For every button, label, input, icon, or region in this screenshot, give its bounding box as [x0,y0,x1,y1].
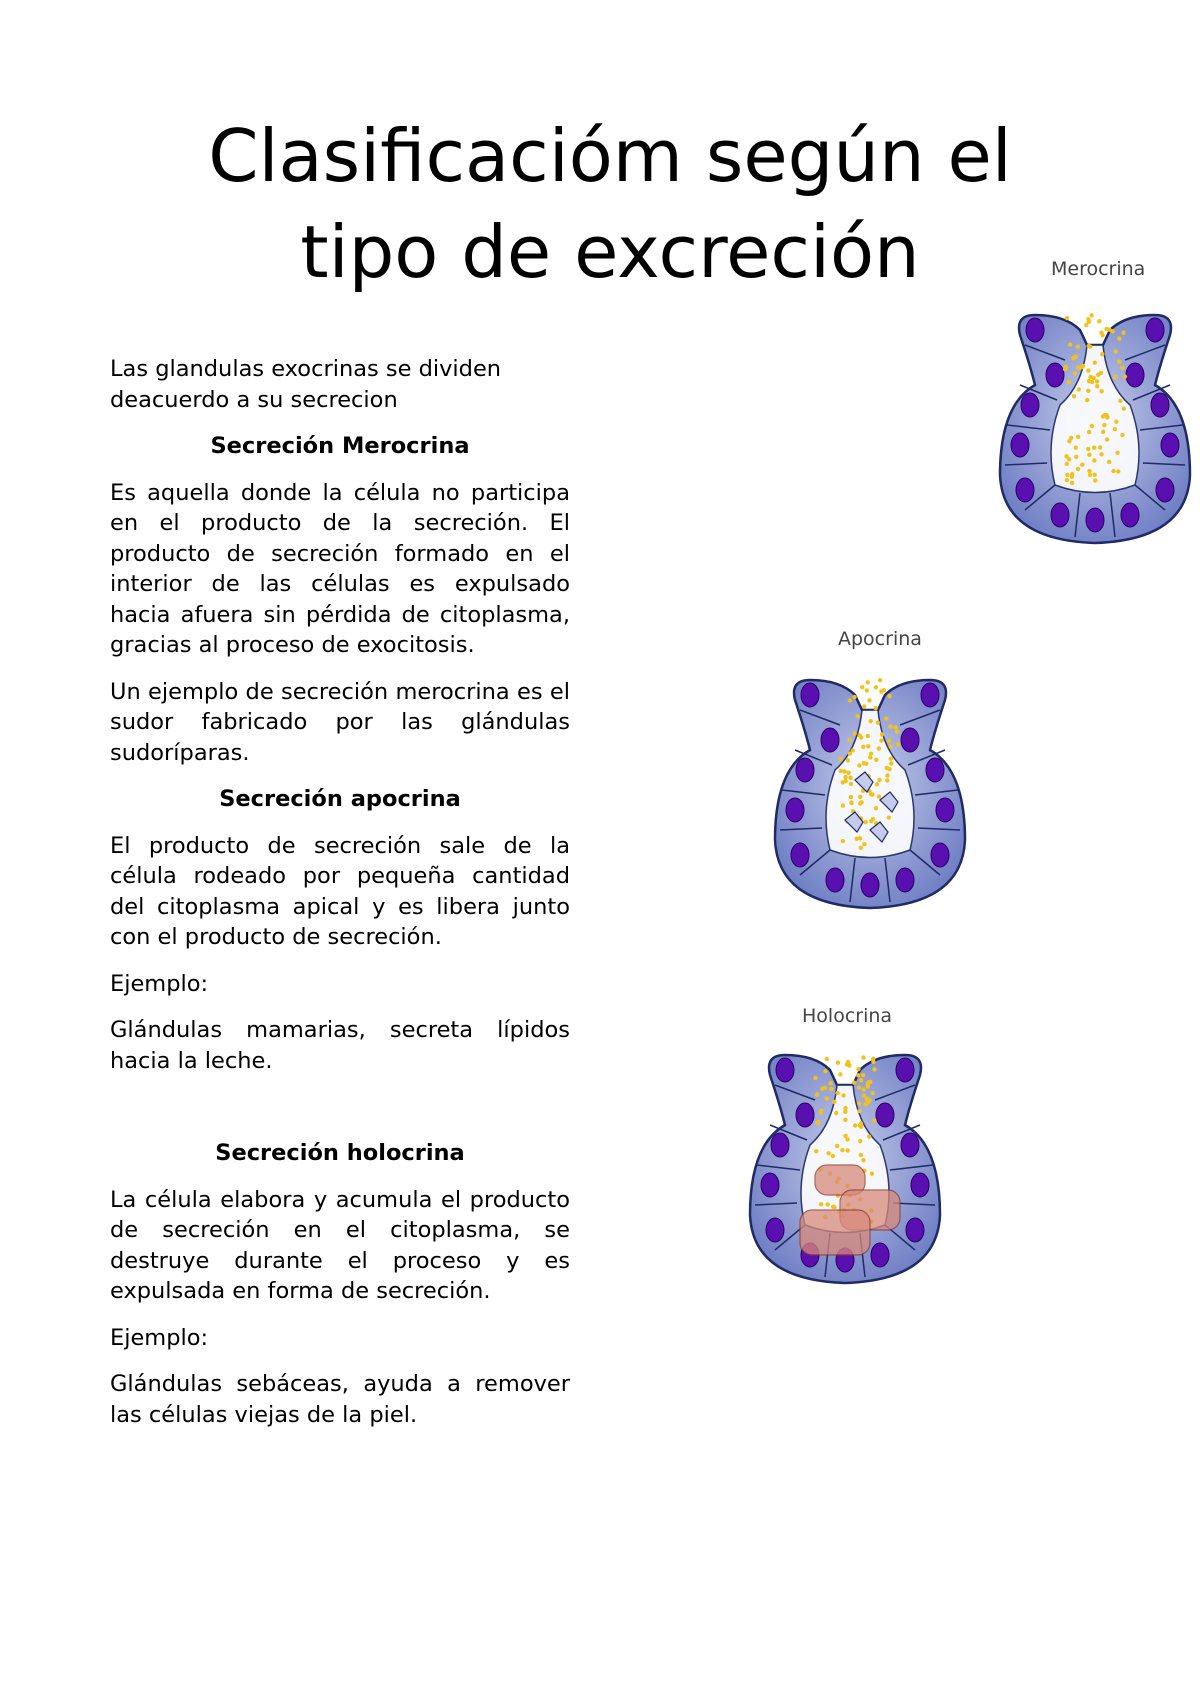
secretion-granule [857,1109,861,1113]
secretion-granule [1095,379,1099,383]
cell-nucleus [861,873,879,897]
cell-nucleus [1021,393,1039,417]
secretion-granule [856,1073,860,1077]
secretion-granule [858,1139,862,1143]
secretion-granule [1098,445,1102,449]
secretion-granule [866,1083,870,1087]
cell-nucleus [801,683,819,707]
cell-nucleus [911,1173,929,1197]
secretion-granule [1107,460,1111,464]
secretion-granule [819,1109,823,1113]
secretion-granule [1114,420,1118,424]
secretion-granule [1086,317,1090,321]
secretion-granule [840,1148,844,1152]
secretion-granule [1118,399,1122,403]
secretion-granule [1117,360,1121,364]
secretion-granule [889,757,893,761]
secretion-granule [867,1134,871,1138]
secretion-granule [857,763,861,767]
cell-nucleus [826,868,844,892]
secretion-granule [867,698,871,702]
secretion-granule [888,724,892,728]
secretion-granule [1076,345,1080,349]
secretion-granule [1076,467,1080,471]
secretion-granule [877,794,881,798]
secretion-granule [831,1154,835,1158]
cell-nucleus [1016,478,1034,502]
apocrine-gland-illustration [770,670,970,920]
cell-nucleus [901,728,919,752]
secretion-granule [842,769,846,773]
cell-nucleus [901,1133,919,1157]
secretion-granule [1111,469,1115,473]
secretion-granule [1086,447,1090,451]
secretion-granule [868,1098,872,1102]
secretion-granule [1071,356,1075,360]
secretion-granule [846,758,850,762]
secretion-granule [853,1123,857,1127]
secretion-granule [832,1100,836,1104]
holocrina-label: Holocrina [802,1005,893,1027]
secretion-granule [849,782,853,786]
secretion-granule [829,1087,833,1091]
secretion-granule [874,685,878,689]
secretion-granule [893,725,897,729]
secretion-granule [1092,458,1096,462]
cell-nucleus [761,1173,779,1197]
cell-nucleus [786,798,804,822]
secretion-granule [823,1069,827,1073]
disintegrating-cell [800,1210,870,1255]
holocrine-paragraph-1: La célula elabora y acumula el producto de secreción en el citoplasma, se destruye durante el proceso y es expulsada en forma de secreción. [110,1186,570,1304]
secretion-granule [1072,394,1076,398]
secretion-granule [1077,387,1081,391]
secretion-granule [1100,333,1104,337]
cell-nucleus [1151,393,1169,417]
apocrine-heading: Secreción apocrina [219,786,461,812]
secretion-granule [848,698,852,702]
secretion-granule [849,801,853,805]
secretion-granule [1116,469,1120,473]
secretion-granule [861,745,865,749]
secretion-granule [1073,371,1077,375]
merocrina-label: Merocrina [1051,258,1146,280]
secretion-granule [864,762,868,766]
merocrine-gland-illustration [995,305,1195,555]
apocrine-paragraph-1: El producto de secreción sale de la célula rodeado por pequeña cantidad del citoplasma apical y es libera junto con el producto de secreción. [110,832,570,950]
secretion-granule [825,1057,829,1061]
secretion-granule [863,820,867,824]
secretion-granule [1088,473,1092,477]
secretion-granule [870,1172,874,1176]
secretion-granule [874,706,878,710]
secretion-granule [1088,344,1092,348]
secretion-granule [835,1091,839,1095]
secretion-granule [859,1078,863,1082]
secretion-granule [859,846,863,850]
cell-nucleus [791,843,809,867]
cell-nucleus [1086,508,1104,532]
cell-nucleus [796,1103,814,1127]
cell-nucleus [1121,503,1139,527]
cell-nucleus [776,1058,794,1082]
cell-nucleus [1046,363,1064,387]
secretion-granule [887,815,891,819]
secretion-granule [834,1111,838,1115]
secretion-granule [1105,437,1109,441]
secretion-granule [1123,374,1127,378]
secretion-granule [887,694,891,698]
secretion-granule [877,778,881,782]
secretion-granule [1067,439,1071,443]
secretion-granule [1095,384,1099,388]
secretion-granule [869,752,873,756]
cell-nucleus [896,1058,914,1082]
cell-nucleus [876,1103,894,1127]
secretion-granule [1070,481,1074,485]
secretion-granule [1099,452,1103,456]
secretion-granule [846,771,850,775]
secretion-granule [859,1153,863,1157]
secretion-granule [861,1055,865,1059]
secretion-granule [869,819,873,823]
secretion-granule [815,1093,819,1097]
cell-nucleus [796,758,814,782]
text-column [110,354,570,1446]
secretion-granule [1067,457,1071,461]
secretion-granule [866,680,870,684]
cell-nucleus [821,728,839,752]
secretion-granule [861,1158,865,1162]
secretion-granule [826,1151,830,1155]
secretion-granule [841,839,845,843]
secretion-granule [838,769,842,773]
merocrine-heading: Secreción Merocrina [210,433,470,459]
secretion-granule [814,1149,818,1153]
secretion-granule [1093,473,1097,477]
secretion-granule [843,775,847,779]
secretion-granule [848,776,852,780]
secretion-granule [865,688,869,692]
secretion-granule [872,1119,876,1123]
gland-drawing [775,678,965,908]
secretion-granule [1117,337,1121,341]
cell-nucleus [1146,318,1164,342]
merocrine-paragraph-1: Es aquella donde la célula no participa en el producto de la secreción. El producto de secreción formado en el interior de las células es expulsado hacia afuera sin pérdida de citoplasma, gracias al proceso de exocitosis. [110,479,570,658]
secretion-granule [877,746,881,750]
holocrine-example-label: Ejemplo: [110,1324,209,1351]
secretion-granule [1121,331,1125,335]
secretion-granule [876,721,880,725]
secretion-granule [857,1086,861,1090]
secretion-granule [1084,323,1088,327]
secretion-granule [1065,473,1069,477]
secretion-granule [1074,446,1078,450]
secretion-granule [838,757,842,761]
title-line-1: Clasificacióm según el [208,114,1012,198]
secretion-granule [1074,455,1078,459]
secretion-granule [836,1061,840,1065]
secretion-granule [1092,376,1096,380]
secretion-granule [852,1081,856,1085]
title-line-2: tipo de excreción [300,210,920,294]
secretion-granule [859,1125,863,1129]
secretion-granule [829,1081,833,1085]
secretion-granule [855,837,859,841]
secretion-granule [813,1076,817,1080]
secretion-granule [819,1202,823,1206]
secretion-granule [1090,380,1094,384]
cell-nucleus [771,1133,789,1157]
cell-nucleus [896,868,914,892]
secretion-granule [845,1137,849,1141]
secretion-granule [874,758,878,762]
secretion-granule [852,695,856,699]
cell-nucleus [1051,503,1069,527]
secretion-granule [1080,462,1084,466]
secretion-granule [843,1118,847,1122]
secretion-granule [1099,371,1103,375]
secretion-granule [1076,365,1080,369]
secretion-granule [841,780,845,784]
secretion-granule [1067,380,1071,384]
secretion-granule [1065,462,1069,466]
cell-nucleus [926,758,944,782]
secretion-granule [871,1057,875,1061]
secretion-granule [857,1101,861,1105]
secretion-granule [1120,366,1124,370]
secretion-granule [896,742,900,746]
cell-nucleus [1156,478,1174,502]
secretion-granule [1097,319,1101,323]
merocrine-paragraph-2: Un ejemplo de secreción merocrina es el sudor fabricado por las glándulas sudoríparas. [110,678,570,766]
secretion-granule [856,1067,860,1071]
secretion-granule [862,1087,866,1091]
secretion-granule [1065,316,1069,320]
secretion-granule [889,745,893,749]
secretion-granule [1085,398,1089,402]
secretion-granule [1068,342,1072,346]
cell-nucleus [931,843,949,867]
holocrine-gland-illustration [745,1045,945,1295]
secretion-granule [1103,413,1107,417]
secretion-granule [1113,375,1117,379]
gland-drawing [1000,313,1190,543]
secretion-granule [1100,389,1104,393]
cell-nucleus [906,1218,924,1242]
secretion-granule [1122,406,1126,410]
cell-nucleus [1161,433,1179,457]
secretion-granule [846,1148,850,1152]
secretion-granule [841,1093,845,1097]
section-spacer [110,1092,570,1138]
cell-nucleus [936,798,954,822]
secretion-granule [843,1109,847,1113]
secretion-granule [1076,435,1080,439]
secretion-granule [856,714,860,718]
cell-nucleus [921,683,939,707]
secretion-granule [872,1067,876,1071]
secretion-granule [823,1086,827,1090]
secretion-granule [880,732,884,736]
page-title [150,108,1070,300]
secretion-granule [887,738,891,742]
secretion-granule [1093,361,1097,365]
apocrina-label: Apocrina [838,628,922,650]
secretion-granule [885,766,889,770]
secretion-granule [848,738,852,742]
secretion-granule [868,755,872,759]
secretion-granule [1115,451,1119,455]
gland-drawing [750,1055,940,1283]
secretion-granule [1093,478,1097,482]
secretion-granule [866,734,870,738]
secretion-granule [835,1144,839,1148]
cell-nucleus [1026,318,1044,342]
secretion-granule [849,795,853,799]
secretion-granule [875,782,879,786]
secretion-granule [885,778,889,782]
secretion-granule [853,731,857,735]
secretion-granule [1063,367,1067,371]
secretion-granule [870,792,874,796]
secretion-granule [1100,352,1104,356]
secretion-granule [860,685,864,689]
secretion-granule [1070,475,1074,479]
holocrine-heading: Secreción holocrina [215,1140,465,1166]
secretion-granule [885,773,889,777]
secretion-granule [846,1060,850,1064]
secretion-granule [1113,427,1117,431]
secretion-granule [859,800,863,804]
secretion-granule [838,1072,842,1076]
cell-nucleus [766,1218,784,1242]
cell-nucleus [1011,433,1029,457]
secretion-granule [826,1202,830,1206]
secretion-granule [1114,349,1118,353]
secretion-granule [1065,478,1069,482]
secretion-granule [879,689,883,693]
secretion-granule [1089,313,1093,317]
secretion-granule [816,1120,820,1124]
secretion-granule [879,738,883,742]
secretion-granule [1086,368,1090,372]
secretion-granule [858,795,862,799]
cell-nucleus [871,1243,889,1267]
secretion-granule [1087,430,1091,434]
secretion-granule [866,744,870,748]
secretion-granule [862,704,866,708]
secretion-granule [857,733,861,737]
secretion-granule [1107,328,1111,332]
secretion-granule [871,1091,875,1095]
secretion-granule [1101,430,1105,434]
secretion-granule [1102,423,1106,427]
secretion-granule [861,1073,865,1077]
secretion-granule [889,761,893,765]
secretion-granule [862,842,866,846]
secretion-granule [1086,389,1090,393]
secretion-granule [832,1205,836,1209]
holocrine-example: Glándulas sebáceas, ayuda a remover las células viejas de la piel. [110,1371,570,1428]
apocrine-example-label: Ejemplo: [110,970,209,997]
cell-nucleus [1126,363,1144,387]
secretion-granule [1120,433,1124,437]
secretion-granule [869,719,873,723]
secretion-granule [1087,453,1091,457]
apocrine-example: Glándulas mamarias, secreta lípidos hacia la leche. [110,1017,570,1074]
intro-paragraph: Las glandulas exocrinas se dividen deacuerdo a su secrecion [110,356,502,413]
secretion-granule [878,678,882,682]
secretion-granule [1087,469,1091,473]
secretion-granule [895,730,899,734]
secretion-granule [841,803,845,807]
secretion-granule [1090,424,1094,428]
secretion-granule [848,751,852,755]
secretion-granule [825,1096,829,1100]
secretion-granule [1092,446,1096,450]
secretion-granule [874,806,878,810]
secretion-granule [884,716,888,720]
